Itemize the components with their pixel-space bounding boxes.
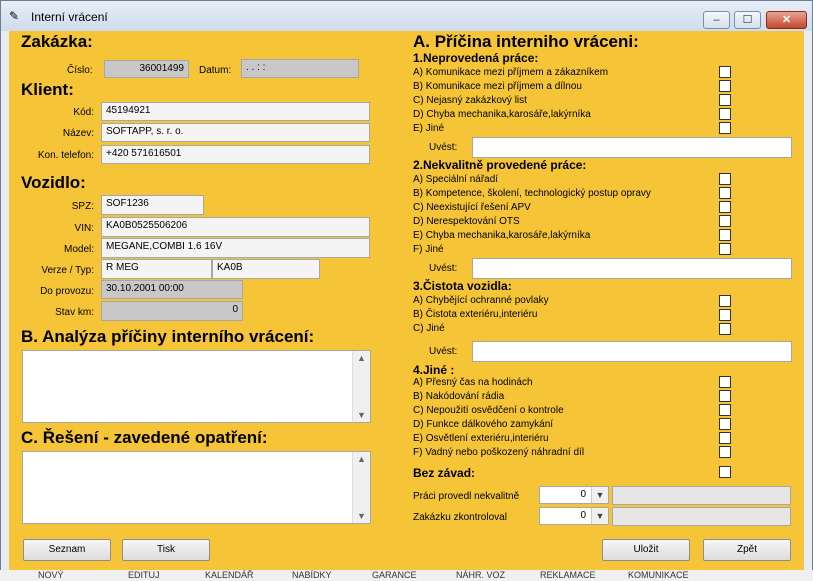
model-field[interactable]: MEGANE,COMBI 1.6 16V [101,238,370,258]
zkontroloval-select[interactable] [539,507,609,525]
verze-field[interactable]: R MEG [101,259,212,279]
spz-field[interactable]: SOF1236 [101,195,204,215]
zakazka-heading: Zakázka: [21,32,93,51]
s2-checkbox-c[interactable] [719,201,731,213]
spz-label: SPZ: [71,201,94,212]
s1-item-b: B) Komunikace mezi příjmem a dílnou [413,81,582,92]
close-button[interactable]: ✕ [766,11,807,29]
s2-checkbox-d[interactable] [719,215,731,227]
analyza-textarea[interactable] [22,350,371,423]
s4-checkbox-d[interactable] [719,418,731,430]
s1-item-d: D) Chyba mechanika,karosáře,lakýrníka [413,109,591,120]
pricina-heading: A. Příčina interniho vráceni: [413,32,639,51]
provedl-select[interactable] [539,486,609,504]
toolbar-item[interactable]: NOVÝ [38,570,64,580]
toolbar-item[interactable]: KOMUNIKACE [628,570,689,580]
reseni-textarea[interactable] [22,451,371,524]
s3-item-b: B) Čistota exteriéru,interiéru [413,309,538,320]
s1-item-e: E) Jiné [413,123,445,134]
maximize-button[interactable]: ☐ [734,11,761,29]
s2-item-e: E) Chyba mechanika,karosáře,lakýrníka [413,230,591,241]
datum-field[interactable]: . . : : [241,59,359,78]
s2-item-c: C) Neexistující řešení APV [413,202,531,213]
bez-zavad-checkbox[interactable] [719,466,731,478]
background-toolbar [0,570,813,581]
toolbar-item[interactable]: REKLAMACE [540,570,596,580]
title-bar[interactable] [1,1,812,31]
reseni-heading: C. Řešení - zavedené opatření: [21,428,268,447]
s2-item-d: D) Nerespektování OTS [413,216,520,227]
reseni-scrollbar[interactable] [352,452,370,523]
nazev-label: Název: [62,128,94,139]
s4-item-a: A) Přesný čas na hodinách [413,377,533,388]
form-panel [9,31,804,571]
cislo-field[interactable]: 36001499 [104,60,189,78]
toolbar-item[interactable]: NABÍDKY [292,570,332,580]
provoz-label: Do provozu: [40,286,94,297]
telefon-field[interactable]: +420 571616501 [101,145,370,164]
s2-uvest-label: Uvést: [429,263,458,274]
model-label: Model: [63,244,94,255]
vin-field[interactable]: KA0B0525506206 [101,217,370,237]
s3-uvest-input[interactable] [472,341,792,362]
s3-checkbox-a[interactable] [719,295,731,307]
provedl-name-field [612,486,791,505]
zkontroloval-label: Zakázku zkontroloval [413,512,507,523]
s2-checkbox-f[interactable] [719,243,731,255]
s4-item-b: B) Nakódování rádia [413,391,505,402]
s1-title: 1.Neprovedená práce: [413,51,539,65]
s1-checkbox-b[interactable] [719,80,731,92]
s2-uvest-input[interactable] [472,258,792,279]
typ-field[interactable]: KA0B [212,259,320,279]
s2-checkbox-a[interactable] [719,173,731,185]
provedl-value: 0 [580,489,586,500]
s4-title: 4.Jiné : [413,363,455,377]
s3-item-a: A) Chybějící ochranné povlaky [413,295,549,306]
s1-checkbox-d[interactable] [719,108,731,120]
s2-checkbox-b[interactable] [719,187,731,199]
s1-checkbox-a[interactable] [719,66,731,78]
toolbar-item[interactable]: EDITUJ [128,570,160,580]
datum-label: Datum: [199,65,232,76]
cislo-label: Číslo: [67,65,93,76]
kod-field[interactable]: 45194921 [101,102,370,121]
s3-checkbox-b[interactable] [719,309,731,321]
s2-item-f: F) Jiné [413,244,444,255]
s3-checkbox-c[interactable] [719,323,731,335]
analyza-heading: B. Analýza příčiny interního vrácení: [21,327,315,346]
km-label: Stav km: [55,307,94,318]
s4-checkbox-b[interactable] [719,390,731,402]
scroll-up-icon[interactable]: ▲ [357,454,366,464]
s1-item-a: A) Komunikace mezi příjmem a zákazníkem [413,67,609,78]
s4-item-d: D) Funkce dálkového zamykání [413,419,554,430]
s2-checkbox-e[interactable] [719,229,731,241]
telefon-label: Kon. telefon: [37,150,94,161]
provoz-field[interactable]: 30.10.2001 00:00 [101,280,243,299]
vozidlo-heading: Vozidlo: [21,173,86,192]
analyza-scrollbar[interactable] [352,351,370,422]
s4-item-e: E) Osvětlení exteriéru,interiéru [413,433,549,444]
s4-item-c: C) Nepoužití osvědčení o kontrole [413,405,564,416]
km-field[interactable]: 0 [101,301,243,321]
verze-label: Verze / Typ: [41,265,94,276]
zkontroloval-name-field [612,507,791,526]
s1-checkbox-c[interactable] [719,94,731,106]
chevron-down-icon[interactable]: ▼ [591,508,608,524]
minimize-button[interactable]: – [703,11,730,29]
ulozit-button[interactable]: Uložit [602,539,690,561]
s4-checkbox-f[interactable] [719,446,731,458]
vin-label: VIN: [74,223,94,234]
window-title: Interní vrácení [31,10,108,24]
zkontroloval-value: 0 [580,510,586,521]
s2-item-b: B) Kompetence, školení, technologický postup opravy [413,188,651,199]
s4-checkbox-e[interactable] [719,432,731,444]
s4-checkbox-c[interactable] [719,404,731,416]
klient-heading: Klient: [21,80,74,99]
s2-item-a: A) Speciální nářadí [413,174,499,185]
seznam-button[interactable]: Seznam [23,539,111,561]
tisk-button[interactable]: Tisk [122,539,210,561]
scroll-down-icon[interactable]: ▼ [357,511,366,521]
pen-icon: ✎ [9,9,20,23]
s2-title: 2.Nekvalitně provedené práce: [413,158,587,172]
zpet-button[interactable]: Zpět [703,539,791,561]
bez-zavad-label: Bez závad: [413,466,476,480]
toolbar-item[interactable]: GARANCE [372,570,417,580]
s4-checkbox-a[interactable] [719,376,731,388]
s1-checkbox-e[interactable] [719,122,731,134]
s1-item-c: C) Nejasný zakázkový list [413,95,527,106]
toolbar-item[interactable]: NÁHR. VOZ [456,570,506,580]
nazev-field[interactable]: SOFTAPP, s. r. o. [101,123,370,142]
chevron-down-icon[interactable]: ▼ [591,487,608,503]
s3-uvest-label: Uvést: [429,346,458,357]
s4-item-f: F) Vadný nebo poškozený náhradní díl [413,447,585,458]
scroll-up-icon[interactable]: ▲ [357,353,366,363]
s1-uvest-input[interactable] [472,137,792,158]
toolbar-item[interactable]: KALENDÁŘ [205,570,254,580]
provedl-label: Práci provedl nekvalitně [413,491,520,502]
s3-title: 3.Čistota vozidla: [413,279,512,293]
s1-uvest-label: Uvést: [429,142,458,153]
s3-item-c: C) Jiné [413,323,445,334]
scroll-down-icon[interactable]: ▼ [357,410,366,420]
kod-label: Kód: [73,107,94,118]
